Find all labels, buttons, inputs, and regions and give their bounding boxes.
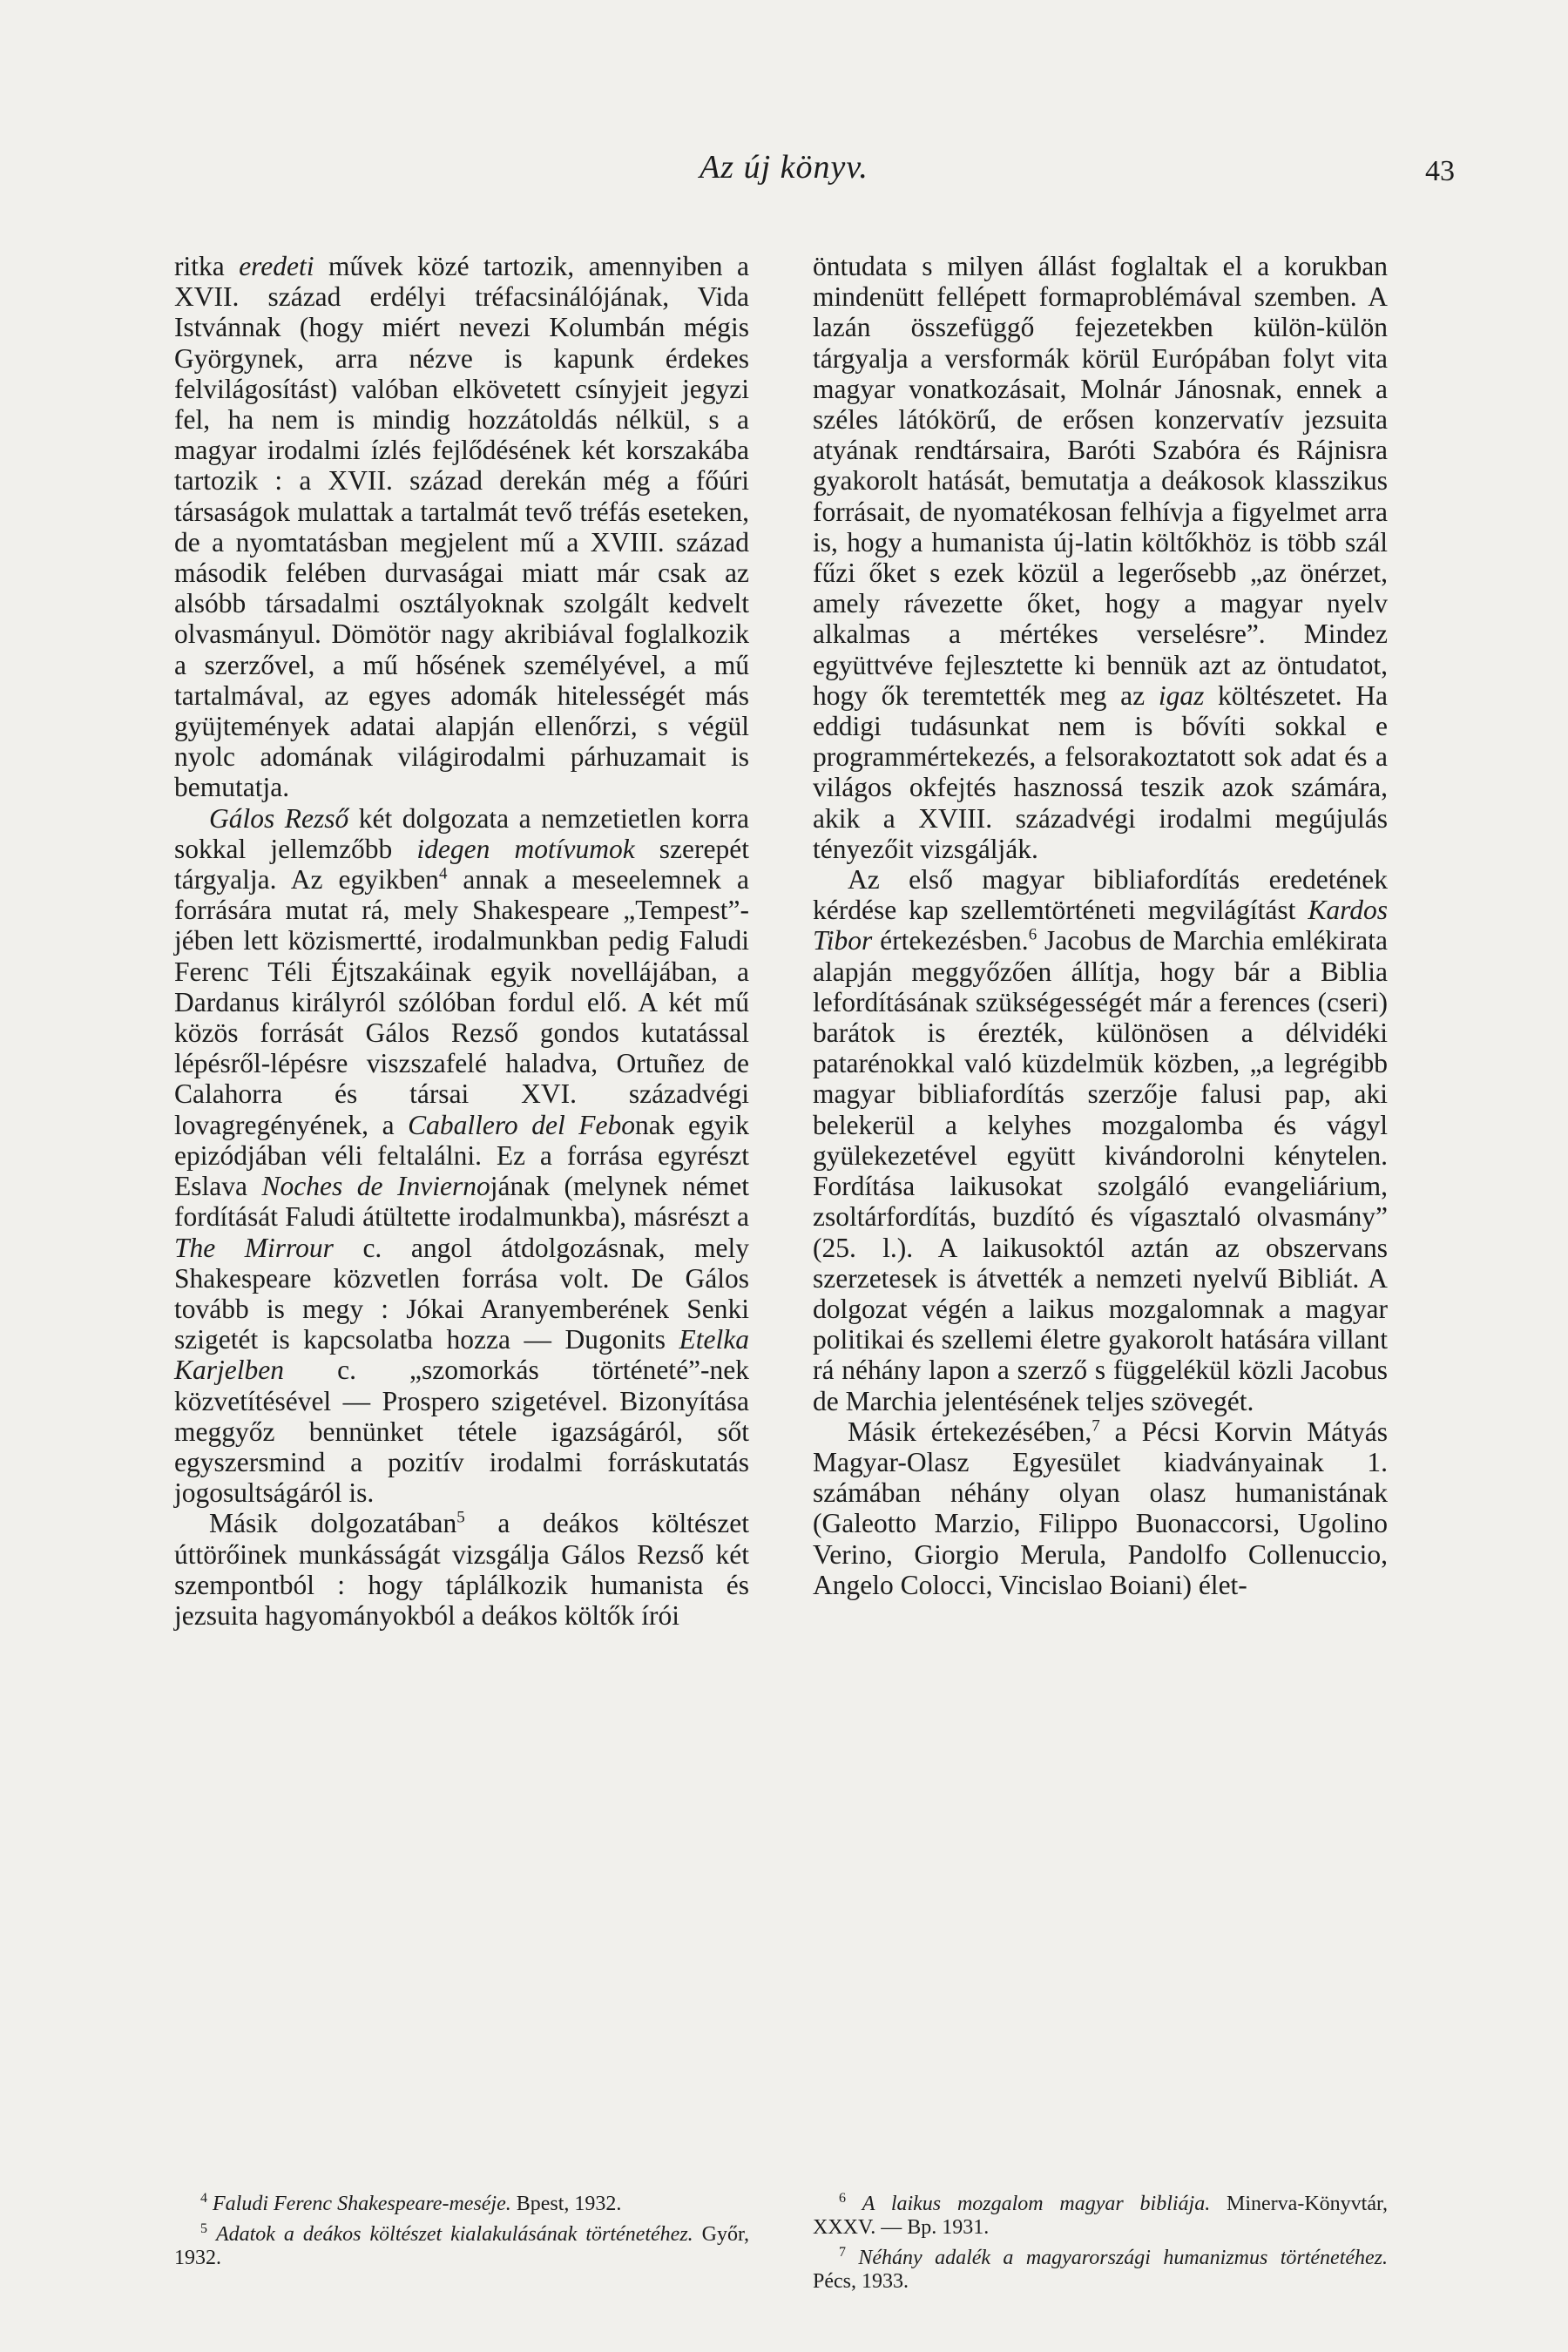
footnote: $^5$ Adatok a deákos költészet kialakulásának történetéhez. Győr, 1932. xyxy=(174,2221,750,2269)
paragraph: öntudata s milyen állást foglaltak el a korukban mindenütt fellépett formaproblémával szemben. A lazán összefüggő fejezetekben külön-külön tárgyalja a versformák körül Európában folyt vita magyar vonatkozásait, Molnár Jánosnak, ennek a széles látókörű, de erősen konzervatív jezsuita atyának rendtársaira, Baróti Szabóra és Rájnisra gyakorolt hatását, bemutatja a deákosok klasszikus forrásait, de nyomatékosan felhívja a figyelmet arra is, hogy a humanista új-latin költőkhöz is több szál fűzi őket s ezek közül a legerősebb „az önérzet, amely rávezette őket, hogy a magyar nyelv alkalmas a mértékes verselésre”. Mindez együttvéve fejlesztette ki bennük azt az öntudatot, hogy ők teremtették meg az igaz költészetet. Ha eddigi tudásunkat nem is bővíti sokkal e programmértekezés, a felsorakoztatott sok adat és a világos okfejtés hasznossá teszik azok számára, akik a XVIII. századvégi irodalmi megújulás tényezőit vizsgálják. xyxy=(813,251,1388,864)
footnotes-left xyxy=(174,2186,749,2271)
footnote: $^4$ Faludi Ferenc Shakespeare-meséje. Bpest, 1932. xyxy=(200,2191,622,2215)
footnote: $^6$ A laikus mozgalom magyar bibliája. Minerva-Könyvtár, XXXV. — Bp. 1931. xyxy=(813,2191,1388,2239)
right-column xyxy=(813,251,1388,1600)
footnote-ref: 4 xyxy=(438,864,448,883)
running-header: Az új könyv. xyxy=(700,149,868,186)
paragraph: Másik dolgozatában$^5$ a deákos költészet úttörőinek munkásságát vizsgálja Gálos Rezső két szempontból : hogy táplálkozik humanista és jezsuita hagyományokból a deákos költők írói xyxy=(174,1508,749,1631)
footnote-ref: 6 xyxy=(1028,925,1037,944)
paragraph: Gálos Rezső két dolgozata a nemzetietlen korra sokkal jellemzőbb idegen motívumok szerepét tárgyalja. Az egyikben$^4$ annak a meseelemnek a forrására mutat rá, mely Shakespeare „Tempest”-jében lett közismertté, irodalmunkban pedig Faludi Ferenc Téli Éjtszakáinak egyik novellájában, a Dardanus királyról szólóban fordul elő. A két mű közös forrását Gálos Rezső gondos kutatással lépésről-lépésre viszszafelé haladva, Ortuñez de Calahorra és társai XVI. századvégi lovagregényének, a Caballero del Febonak egyik epizódjában véli feltalálni. Ez a forrása egyrészt Eslava Noches de Inviernojának (melynek német fordítását Faludi átültette irodalmunkba), másrészt a The Mirrour c. angol átdolgozásnak, mely Shakespeare közvetlen forrása volt. De Gálos tovább is megy : Jókai Aranyemberének Senki szigetét is kapcsolatba hozza — Dugonits Etelka Karjelben c. „szomorkás történeté”-nek közvetítésével — Prospero szigetével. Bizonyítása meggyőz bennünket tétele igazságáról, sőt egyszersmind a pozitív irodalmi forráskutatás jogosultságáról is. xyxy=(174,802,749,1509)
footnote: $^7$ Néhány adalék a magyarországi humanizmus történetéhez. Pécs, 1933. xyxy=(813,2245,1389,2293)
footnotes-right xyxy=(813,2186,1388,2295)
footnote-ref: 5 xyxy=(456,1508,465,1527)
paragraph: ritka eredeti művek közé tartozik, amennyiben a XVII. század erdélyi tréfacsinálójának, Vida Istvánnak (hogy miért nevezi Kolumbán mégis Györgynek, arra nézve is kapunk érdekes felvilágosítást) valóban elkövetett csínyjeit jegyzi fel, ha nem is mindig hozzátoldás nélkül, s a magyar irodalmi ízlés fejlődésének két korszakába tartozik : a XVII. század derekán még a főúri társaságok mulattak a tartalmát tevő tréfás eseteken, de a nyomtatásban megjelent mű a XVIII. század második felében durvaságai miatt már csak az alsóbb társadalmi osztályoknak szolgált kedvelt olvasmányul. Dömötör nagy akribiával foglalkozik a szerzővel, a mű hősének személyével, a mű tartalmával, az egyes adomák hitelességét más gyüjtemények adatai alapján ellenőrzi, s végül nyolc adomának világirodalmi párhuzamait is bemutatja. xyxy=(174,251,749,803)
paragraph: Az első magyar bibliafordítás eredetének kérdése kap szellemtörténeti megvilágítást Kardos Tibor értekezésben.$^6$ Jacobus de Marchia emlékirata alapján meggyőzően állítja, hogy bár a Biblia lefordításának szükségességét már a ferences (cseri) barátok is érezték, különösen a délvidéki patarénokkal való küzdelmük közben, „a legrégibb magyar bibliafordítás szerzője falusi pap, aki belekerül a kelyhes mozgalomba és vágyl gyülekezetével együtt kivándorolni kénytelen. Fordítása laikusokat szolgáló evangeliárium, zsoltárfordítás, buzdító és vígasztaló olvasmány” (25. l.). A laikusoktól aztán az obszervans szerzetesek is átvették a nemzeti nyelvű Bibliát. A dolgozat végén a laikus mozgalomnak a magyar politikai és szellemi életre gyakorolt hatására villant rá néhány lapon a szerző s függelékül közli Jacobus de Marchia jelentésének teljes szövegét. xyxy=(813,864,1389,1416)
page-number: 43 xyxy=(1425,155,1455,187)
paragraph: Másik értekezésében,$^7$ a Pécsi Korvin Mátyás Magyar-Olasz Egyesület kiadványainak 1. számában néhány olyan olasz humanistának (Galeotto Marzio, Filippo Buonaccorsi, Ugolino Verino, Giorgio Merula, Pandolfo Collenuccio, Angelo Colocci, Vincislao Boiani) élet- xyxy=(813,1416,1388,1600)
left-column xyxy=(174,251,749,1631)
footnote-ref: 7 xyxy=(1092,1416,1100,1436)
